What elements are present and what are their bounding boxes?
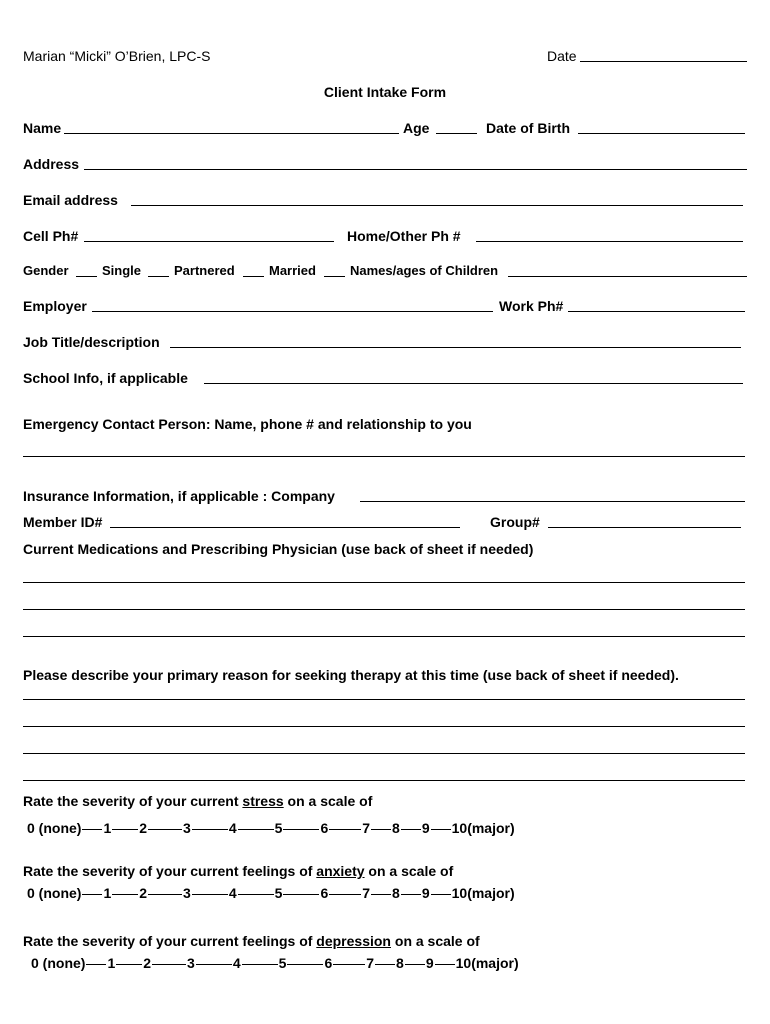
email-field[interactable] bbox=[131, 205, 743, 206]
reason-line-1[interactable] bbox=[23, 699, 745, 700]
scale-value-7[interactable]: 7 bbox=[366, 955, 375, 971]
email-label: Email address bbox=[23, 192, 118, 208]
dob-field[interactable] bbox=[578, 133, 745, 134]
practitioner-name: Marian “Micki” O’Brien, LPC-S bbox=[23, 48, 211, 64]
scale-value-1[interactable]: 1 bbox=[103, 885, 112, 901]
insurance-field[interactable] bbox=[360, 501, 745, 502]
scale-separator bbox=[283, 829, 319, 830]
reason-line-4[interactable] bbox=[23, 780, 745, 781]
insurance-label: Insurance Information, if applicable : Company bbox=[23, 488, 335, 504]
scale-separator bbox=[405, 964, 425, 965]
reason-label: Please describe your primary reason for seeking therapy at this time (use back of sheet if needed). bbox=[23, 667, 679, 683]
scale-separator bbox=[112, 829, 138, 830]
scale-value-5[interactable]: 5 bbox=[274, 820, 283, 836]
cell-label: Cell Ph# bbox=[23, 228, 79, 244]
depression-scale[interactable] bbox=[31, 955, 519, 971]
scale-separator bbox=[86, 964, 106, 965]
scale-value-8[interactable]: 8 bbox=[392, 820, 400, 836]
scale-separator bbox=[192, 894, 228, 895]
scale-separator bbox=[401, 829, 421, 830]
scale-separator bbox=[82, 894, 102, 895]
scale-separator bbox=[82, 829, 102, 830]
scale-value-2[interactable]: 2 bbox=[143, 955, 152, 971]
anxiety-scale[interactable] bbox=[27, 885, 515, 901]
scale-separator bbox=[375, 964, 395, 965]
job-label: Job Title/description bbox=[23, 334, 160, 350]
scale-value-2[interactable]: 2 bbox=[139, 820, 148, 836]
scale-value-6[interactable]: 6 bbox=[320, 885, 329, 901]
member-id-field[interactable] bbox=[110, 527, 460, 528]
home-phone-field[interactable] bbox=[476, 241, 743, 242]
scale-value-2[interactable]: 2 bbox=[139, 885, 148, 901]
reason-line-2[interactable] bbox=[23, 726, 745, 727]
scale-value-10[interactable]: 10(major) bbox=[451, 885, 515, 901]
employer-label: Employer bbox=[23, 298, 87, 314]
scale-value-4[interactable]: 4 bbox=[232, 955, 241, 971]
school-label: School Info, if applicable bbox=[23, 370, 188, 386]
dob-label: Date of Birth bbox=[486, 120, 570, 136]
anxiety-rating-label: Rate the severity of your current feelings of anxiety on a scale of bbox=[23, 863, 454, 879]
scale-value-4[interactable]: 4 bbox=[228, 885, 237, 901]
address-label: Address bbox=[23, 156, 80, 172]
children-field[interactable] bbox=[508, 276, 747, 277]
scale-value-10[interactable]: 10(major) bbox=[455, 955, 519, 971]
scale-separator bbox=[196, 964, 232, 965]
age-field[interactable] bbox=[436, 133, 477, 134]
emergency-field[interactable] bbox=[23, 456, 745, 457]
scale-separator bbox=[148, 829, 182, 830]
scale-separator bbox=[431, 829, 451, 830]
school-field[interactable] bbox=[204, 383, 743, 384]
scale-value-6[interactable]: 6 bbox=[324, 955, 333, 971]
name-field[interactable] bbox=[64, 133, 399, 134]
age-label: Age bbox=[403, 120, 430, 136]
scale-separator bbox=[329, 829, 361, 830]
married-field[interactable] bbox=[324, 276, 345, 277]
scale-separator bbox=[238, 894, 274, 895]
employer-field[interactable] bbox=[92, 311, 493, 312]
single-field[interactable] bbox=[148, 276, 169, 277]
gender-field[interactable] bbox=[76, 276, 97, 277]
date-field[interactable] bbox=[580, 61, 747, 62]
scale-value-3[interactable]: 3 bbox=[183, 885, 191, 901]
scale-value-5[interactable]: 5 bbox=[278, 955, 287, 971]
name-label: Name bbox=[23, 120, 62, 136]
medications-line-3[interactable] bbox=[23, 636, 745, 637]
scale-separator bbox=[371, 894, 391, 895]
job-field[interactable] bbox=[170, 347, 741, 348]
scale-value-7[interactable]: 7 bbox=[362, 885, 371, 901]
emergency-label: Emergency Contact Person: Name, phone # and relationship to you bbox=[23, 416, 472, 432]
cell-field[interactable] bbox=[84, 241, 334, 242]
scale-separator bbox=[287, 964, 323, 965]
scale-value-9[interactable]: 9 bbox=[421, 885, 430, 901]
group-label: Group# bbox=[490, 514, 540, 530]
scale-value-0[interactable]: 0 (none) bbox=[31, 955, 86, 971]
scale-value-9[interactable]: 9 bbox=[421, 820, 430, 836]
partnered-field[interactable] bbox=[243, 276, 264, 277]
scale-separator bbox=[148, 894, 182, 895]
scale-value-8[interactable]: 8 bbox=[396, 955, 404, 971]
scale-value-1[interactable]: 1 bbox=[103, 820, 112, 836]
gender-label: Gender bbox=[23, 263, 69, 278]
scale-value-0[interactable]: 0 (none) bbox=[27, 885, 82, 901]
home-phone-label: Home/Other Ph # bbox=[347, 228, 461, 244]
work-phone-label: Work Ph# bbox=[499, 298, 564, 314]
scale-separator bbox=[435, 964, 455, 965]
scale-value-7[interactable]: 7 bbox=[362, 820, 371, 836]
medications-label: Current Medications and Prescribing Physician (use back of sheet if needed) bbox=[23, 541, 534, 557]
stress-scale[interactable] bbox=[27, 820, 515, 836]
single-label: Single bbox=[102, 263, 142, 278]
scale-separator bbox=[333, 964, 365, 965]
scale-separator bbox=[431, 894, 451, 895]
scale-value-3[interactable]: 3 bbox=[187, 955, 195, 971]
scale-value-9[interactable]: 9 bbox=[425, 955, 434, 971]
date-label: Date bbox=[547, 48, 577, 64]
scale-separator bbox=[116, 964, 142, 965]
scale-separator bbox=[112, 894, 138, 895]
address-field[interactable] bbox=[84, 169, 747, 170]
scale-separator bbox=[242, 964, 278, 965]
scale-separator bbox=[152, 964, 186, 965]
partnered-label: Partnered bbox=[174, 263, 235, 278]
scale-separator bbox=[371, 829, 391, 830]
scale-separator bbox=[401, 894, 421, 895]
scale-separator bbox=[329, 894, 361, 895]
scale-value-0[interactable]: 0 (none) bbox=[27, 820, 82, 836]
children-label: Names/ages of Children bbox=[350, 263, 499, 278]
medications-line-1[interactable] bbox=[23, 582, 745, 583]
scale-value-1[interactable]: 1 bbox=[107, 955, 116, 971]
group-field[interactable] bbox=[548, 527, 741, 528]
member-id-label: Member ID# bbox=[23, 514, 103, 530]
scale-value-10[interactable]: 10(major) bbox=[451, 820, 515, 836]
scale-value-6[interactable]: 6 bbox=[320, 820, 329, 836]
work-phone-field[interactable] bbox=[568, 311, 745, 312]
scale-value-5[interactable]: 5 bbox=[274, 885, 283, 901]
stress-rating-label: Rate the severity of your current stress on a scale of bbox=[23, 793, 373, 809]
married-label: Married bbox=[269, 263, 316, 278]
reason-line-3[interactable] bbox=[23, 753, 745, 754]
scale-value-8[interactable]: 8 bbox=[392, 885, 400, 901]
medications-line-2[interactable] bbox=[23, 609, 745, 610]
scale-separator bbox=[238, 829, 274, 830]
scale-separator bbox=[283, 894, 319, 895]
scale-separator bbox=[192, 829, 228, 830]
scale-value-4[interactable]: 4 bbox=[228, 820, 237, 836]
depression-rating-label: Rate the severity of your current feelings of depression on a scale of bbox=[23, 933, 480, 949]
scale-value-3[interactable]: 3 bbox=[183, 820, 191, 836]
form-title: Client Intake Form bbox=[323, 84, 447, 100]
